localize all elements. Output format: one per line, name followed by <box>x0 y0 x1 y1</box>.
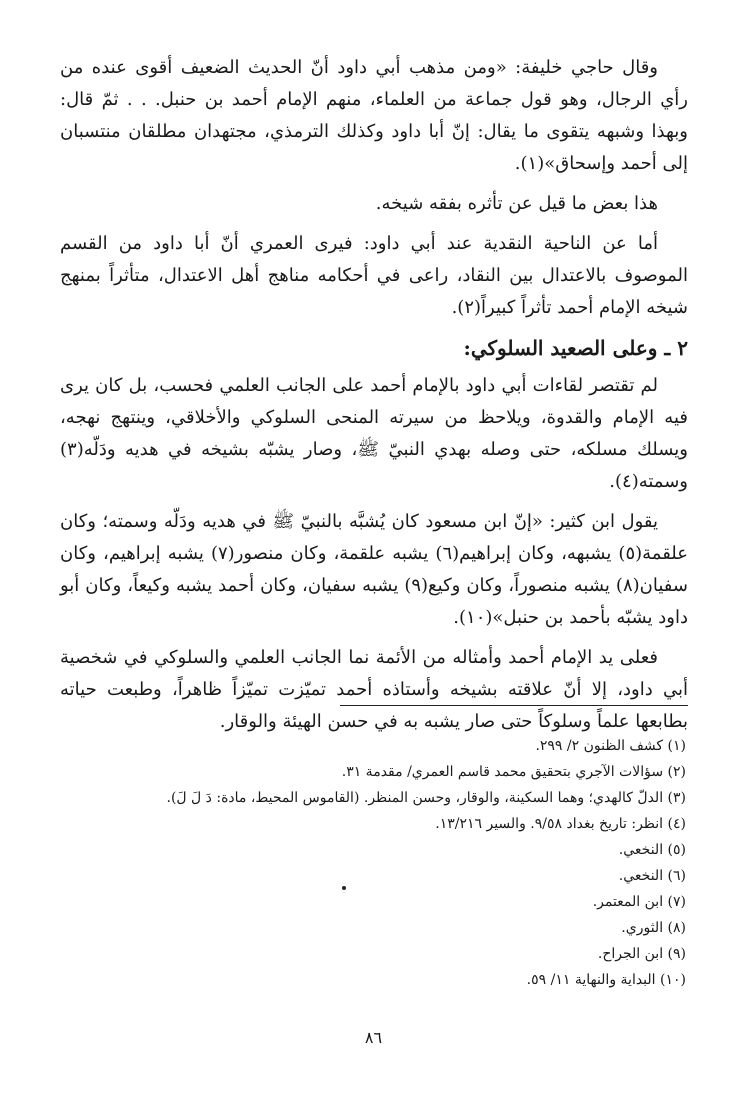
footnotes <box>60 733 686 993</box>
footnote: (٨) الثوري. <box>621 920 686 936</box>
footnote: (١) كشف الظنون ٢/ ٢٩٩. <box>535 738 686 754</box>
paragraph-4: لم تقتصر لقاءات أبي داود بالإمام أحمد على الجانب العلمي فحسب، بل كان يرى فيه الإمام والقدوة، ويلاحظ من سيرته المنحى السلوكي والأخلاقي، وينتهج نهجه، ويسلك مسلكه، حتى وصله بهدي النبيّ ﷺ، وصار يشبّه بشيخه في هديه ودَلّه(٣) وسمته(٤). <box>60 375 688 492</box>
footnote: (١٠) البداية والنهاية ١١/ ٥٩. <box>526 972 686 988</box>
paragraph-6: فعلى يد الإمام أحمد وأمثاله من الأئمة نما الجانب العلمي والسلوكي في شخصية أبي داود، إلا أنّ علاقته بشيخه وأستاذه أحمد تميّزت تميّزاً ظاهراً، وطبعت حياته بطابعها علماً وسلوكاً حتى صار يشبه به في حسن الهيئة والوقار. <box>60 647 688 732</box>
section-heading: ٢ ـ وعلى الصعيد السلوكي: <box>463 336 688 360</box>
footnote: (٩) ابن الجراح. <box>597 946 686 962</box>
paragraph-3: أما عن الناحية النقدية عند أبي داود: فيرى العمري أنّ أبا داود من القسم الموصوف بالاعتدال بين النقاد، راعى في أحكامه مناهج أهل الاعتدال، متأثراً بمنهج شيخه الإمام أحمد تأثراً كبيراً(٢). <box>60 233 688 318</box>
footnote: (٢) سؤالات الآجري بتحقيق محمد قاسم العمري/ مقدمة ٣١. <box>341 764 686 780</box>
footnote-separator <box>340 705 688 706</box>
footnote: (٥) النخعي. <box>618 842 686 858</box>
page-number: ٨٦ <box>364 1028 383 1047</box>
paragraph-1: وقال حاجي خليفة: «ومن مذهب أبي داود أنّ الحديث الضعيف أقوى عنده من رأي الرجال، وهو قول جماعة من العلماء، منهم الإمام أحمد بن حنبل. . . ثمّ قال: وبهذا وشبهه يتقوى ما يقال: إنّ أبا داود وكذلك الترمذي، مجتهدان مطلقان منتسبان إلى أحمد وإسحاق»(١). <box>60 57 688 174</box>
footnote: (٧) ابن المعتمر. <box>592 894 686 910</box>
main-text <box>60 52 688 746</box>
stray-dot <box>342 886 346 890</box>
footnote: (٣) الدلّ كالهدي؛ وهما السكينة، والوقار، وحسن المنظر. (القاموس المحيط، مادة: دَ لَ لَ). <box>166 790 686 806</box>
paragraph-2: هذا بعض ما قيل عن تأثره بفقه شيخه. <box>375 193 658 214</box>
footnote: (٦) النخعي. <box>618 868 686 884</box>
paragraph-5: يقول ابن كثير: «إنّ ابن مسعود كان يُشبَّه بالنبيّ ﷺ في هديه ودَلّه وسمته؛ وكان علقمة(٥) يشبهه، وكان إبراهيم(٦) يشبه علقمة، وكان منصور(٧) يشبه إبراهيم، وكان سفيان(٨) يشبه منصوراً، وكان وكيع(٩) يشبه سفيان، وكان أحمد يشبه وكيعاً، وكان أبو داود يشبّه بأحمد بن حنبل»(١٠). <box>60 511 689 628</box>
footnote: (٤) انظر: تاريخ بغداد ٩/٥٨. والسير ١٣/٢١٦. <box>435 816 686 832</box>
